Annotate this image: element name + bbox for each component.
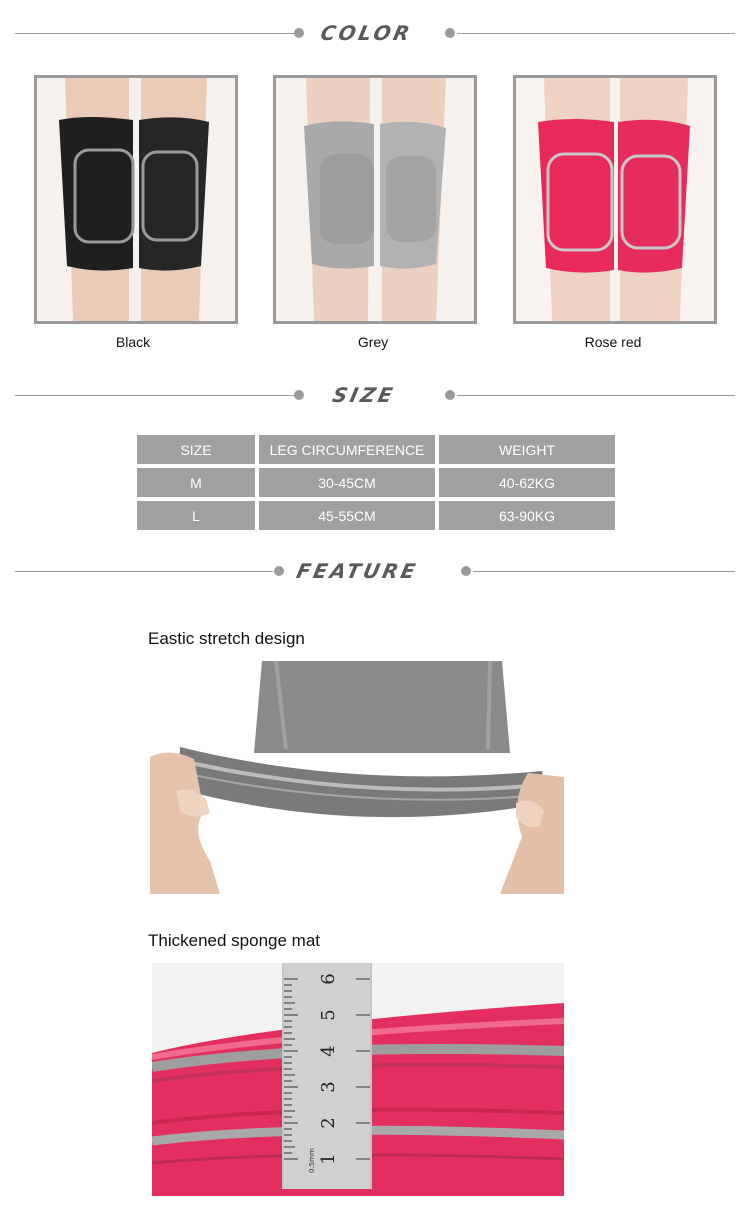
color-swatch-grey[interactable] bbox=[273, 75, 477, 324]
ruler-mark: 6 bbox=[318, 973, 339, 985]
size-section-title: SIZE bbox=[330, 383, 398, 407]
feature-section-title: FEATURE bbox=[294, 559, 421, 583]
ruler-mark: 2 bbox=[318, 1117, 339, 1129]
size-table-header: LEG CIRCUMFERENCE bbox=[259, 435, 435, 464]
ruler-mark: 5 bbox=[318, 1009, 339, 1021]
feature-caption-sponge: Thickened sponge mat bbox=[148, 931, 320, 950]
size-table-header: SIZE bbox=[137, 435, 255, 464]
divider-dot bbox=[274, 566, 284, 576]
size-table-header-row bbox=[137, 435, 615, 464]
ruler-mark: 1 bbox=[318, 1153, 339, 1165]
ruler bbox=[282, 963, 372, 1189]
size-table-cell: 40-62KG bbox=[439, 468, 615, 497]
size-section-divider bbox=[15, 383, 735, 407]
divider-dot bbox=[461, 566, 471, 576]
color-swatch-rose-red[interactable] bbox=[513, 75, 717, 324]
size-table-cell: 30-45CM bbox=[259, 468, 435, 497]
size-table-row bbox=[137, 501, 615, 530]
color-section-title: COLOR bbox=[318, 21, 415, 45]
swatch-label-black: Black bbox=[115, 334, 151, 350]
feature-section-divider bbox=[15, 559, 735, 583]
size-table-cell: 45-55CM bbox=[259, 501, 435, 530]
divider-dot bbox=[294, 390, 304, 400]
size-table-header: WEIGHT bbox=[439, 435, 615, 464]
divider-dot bbox=[445, 390, 455, 400]
ruler-mark: 4 bbox=[318, 1045, 339, 1057]
size-table-cell: 63-90KG bbox=[439, 501, 615, 530]
divider-dot bbox=[294, 28, 304, 38]
size-table-cell: M bbox=[137, 468, 255, 497]
divider-dot bbox=[445, 28, 455, 38]
stretch-design-photo bbox=[150, 661, 564, 894]
ruler-mark: 3 bbox=[318, 1081, 339, 1093]
sponge-mat-photo bbox=[152, 963, 564, 1196]
swatch-label-grey: Grey bbox=[357, 334, 389, 350]
color-section-divider bbox=[15, 21, 735, 45]
swatch-label-rose-red: Rose red bbox=[584, 334, 642, 350]
feature-caption-stretch: Eastic stretch design bbox=[148, 629, 305, 648]
ruler-small-text: 0.5mm bbox=[308, 1148, 316, 1173]
size-table-row bbox=[137, 468, 615, 497]
size-table bbox=[133, 431, 619, 534]
color-swatch-black[interactable] bbox=[34, 75, 238, 324]
size-table-cell: L bbox=[137, 501, 255, 530]
